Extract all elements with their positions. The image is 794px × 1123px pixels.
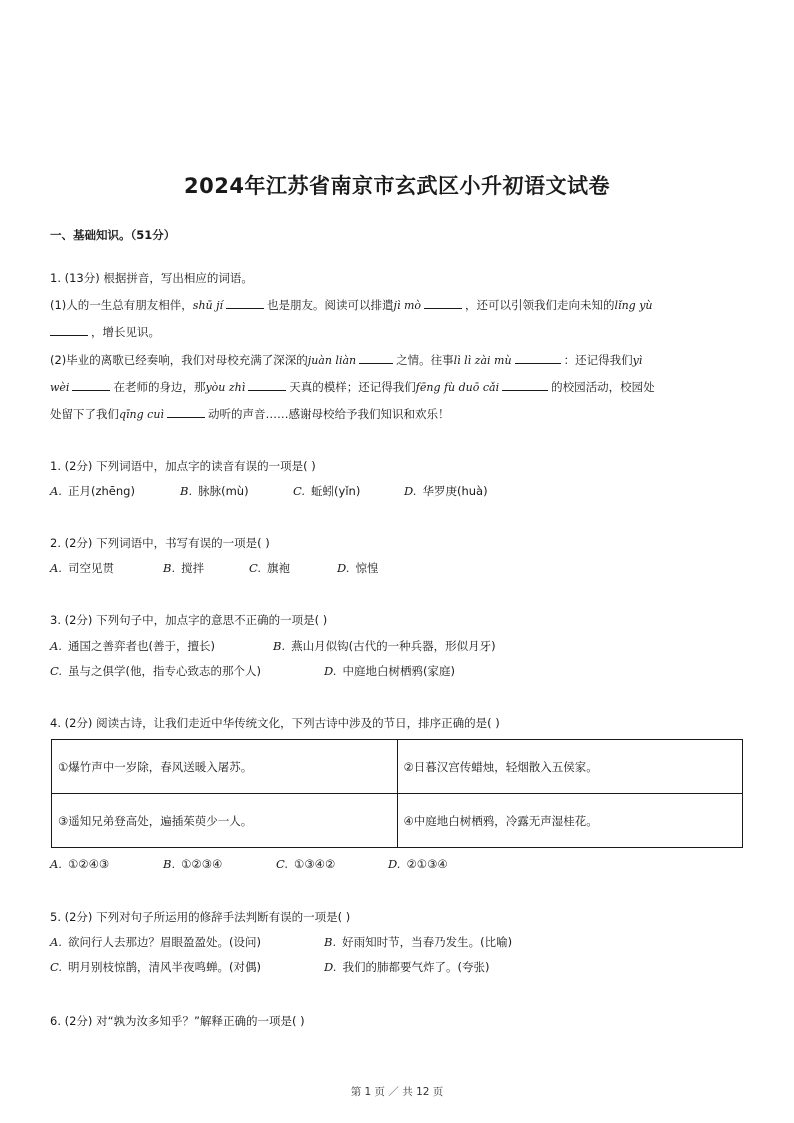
- text-span: ，增长见识。: [91, 325, 160, 339]
- answer-blank[interactable]: [248, 379, 286, 391]
- option-text: 欲问行人去那边？眉眼盈盈处。(设问): [67, 935, 261, 949]
- section-heading: 一、基础知识。（51分）: [50, 228, 176, 242]
- option-text: 蚯蚓(yǐn): [311, 484, 361, 498]
- option-letter: B.: [324, 935, 337, 949]
- option-a[interactable]: [50, 857, 109, 871]
- q1-part1-line2: [50, 324, 160, 340]
- pinyin: jì mò: [393, 299, 422, 312]
- option-text: 我们的肺都要气炸了。(夸张): [342, 960, 490, 974]
- poem-table: [51, 739, 743, 848]
- option-letter: B.: [273, 639, 286, 653]
- poem-cell: ①爆竹声中一岁除，春风送暖入屠苏。: [52, 740, 398, 794]
- option-text: 搅拌: [181, 561, 205, 575]
- answer-blank[interactable]: [72, 379, 110, 391]
- pinyin: fēng fù duō cǎi: [415, 381, 500, 394]
- answer-blank[interactable]: [167, 406, 205, 418]
- option-c[interactable]: [249, 560, 290, 576]
- text-span: ，还可以引领我们走向未知的: [465, 298, 615, 312]
- pinyin: shū jí: [192, 299, 224, 312]
- option-letter: C.: [293, 484, 306, 498]
- text-span: 在老师的身边，那: [113, 380, 206, 394]
- poem-cell: ②日暮汉宫传蜡烛，轻烟散入五侯家。: [397, 740, 743, 794]
- option-b[interactable]: [324, 934, 512, 950]
- option-text: 旗袍: [267, 561, 291, 575]
- option-a[interactable]: [50, 483, 135, 499]
- option-c[interactable]: [50, 663, 261, 679]
- option-d[interactable]: [388, 857, 448, 871]
- option-letter: A.: [50, 935, 62, 949]
- answer-blank[interactable]: [424, 297, 462, 309]
- option-text: 好雨知时节，当春乃发生。(比喻): [342, 935, 513, 949]
- text-span: ：还记得我们: [563, 353, 633, 367]
- option-c[interactable]: [293, 483, 360, 499]
- option-text: ①③④②: [294, 857, 336, 871]
- option-text: 通国之善弈者也(善于，擅长): [67, 639, 215, 653]
- option-letter: C.: [276, 857, 289, 871]
- option-letter: D.: [337, 561, 350, 575]
- pinyin: wèi: [50, 381, 70, 394]
- option-letter: A.: [50, 484, 62, 498]
- option-letter: A.: [50, 561, 62, 575]
- option-b[interactable]: [273, 638, 496, 654]
- q1-part1-line1: [50, 297, 653, 314]
- option-text: 惊惶: [355, 561, 379, 575]
- q4-header: 3. (2分) 下列句子中，加点字的意思不正确的一项是( ): [50, 613, 328, 627]
- answer-blank[interactable]: [515, 352, 561, 364]
- option-text: 明月别枝惊鹊，清风半夜鸣蝉。(对偶): [68, 960, 262, 974]
- option-letter: C.: [50, 960, 63, 974]
- pinyin: yì: [632, 354, 643, 367]
- q1-part2-line3: [50, 406, 449, 423]
- option-letter: A.: [50, 639, 62, 653]
- q1-part2-line2: [50, 379, 655, 396]
- text-span: 动听的声音……感谢母校给予我们知识和欢乐！: [207, 407, 450, 421]
- answer-blank[interactable]: [359, 352, 393, 364]
- q3-header: 2. (2分) 下列词语中，书写有误的一项是( ): [50, 536, 270, 550]
- q7-header: 6. (2分) 对“孰为汝多知乎？”解释正确的一项是( ): [50, 1014, 305, 1028]
- option-text: 脉脉(mù): [198, 484, 249, 498]
- page-footer: 第 1 页 ／ 共 12 页: [350, 1086, 444, 1098]
- answer-blank[interactable]: [502, 379, 548, 391]
- q1-header: 1. (13分) 根据拼音，写出相应的词语。: [50, 271, 253, 285]
- text-span: 也是朋友。阅读可以排遣: [267, 298, 394, 312]
- option-d[interactable]: [404, 483, 488, 499]
- option-a[interactable]: [50, 560, 114, 576]
- option-a[interactable]: [50, 934, 261, 950]
- option-c[interactable]: [276, 857, 335, 871]
- option-text: 燕山月似钩(古代的一种兵器，形似月牙): [291, 639, 496, 653]
- pinyin: qīng cuì: [119, 408, 164, 421]
- text-span: 之情。往事: [396, 353, 454, 367]
- option-d[interactable]: [337, 560, 378, 576]
- option-text: 正月(zhēng): [67, 484, 135, 498]
- option-letter: D.: [324, 664, 337, 678]
- option-text: 虽与之俱学(他，指专心致志的那个人): [68, 664, 262, 678]
- option-letter: D.: [324, 960, 337, 974]
- option-text: 司空见贯: [67, 561, 114, 575]
- pinyin: juàn liàn: [307, 354, 357, 367]
- q5-header: 4. (2分) 阅读古诗，让我们走近中华传统文化，下列古诗中涉及的节日，排序正确的是( ): [50, 716, 500, 730]
- option-c[interactable]: [50, 959, 261, 975]
- q1-part2-line1: [50, 352, 642, 369]
- option-d[interactable]: [324, 663, 455, 679]
- pinyin: lǐng yù: [614, 299, 653, 312]
- page-title: 2024年江苏省南京市玄武区小升初语文试卷: [184, 174, 610, 198]
- text-span: (2)毕业的离歌已经奏响，我们对母校充满了深深的: [50, 353, 308, 367]
- text-span: 处留下了我们: [50, 407, 119, 421]
- option-a[interactable]: [50, 638, 215, 654]
- option-letter: A.: [50, 857, 62, 871]
- answer-blank[interactable]: [226, 297, 264, 309]
- option-letter: D.: [388, 857, 401, 871]
- poem-cell: ③遥知兄弟登高处，遍插茱萸少一人。: [52, 794, 398, 848]
- option-letter: C.: [50, 664, 63, 678]
- text-span: 天真的模样；还记得我们: [289, 380, 416, 394]
- text-span: 的校园活动，校园处: [551, 380, 655, 394]
- pinyin: lì lì zài mù: [453, 354, 512, 367]
- option-text: ①②③④: [181, 857, 223, 871]
- option-b[interactable]: [163, 857, 222, 871]
- option-b[interactable]: [163, 560, 204, 576]
- option-text: 中庭地白树栖鸦(家庭): [342, 664, 455, 678]
- option-letter: B.: [163, 857, 176, 871]
- option-text: ①②④③: [67, 857, 110, 871]
- pinyin: yòu zhì: [205, 381, 246, 394]
- poem-cell: ④中庭地白树栖鸦，冷露无声湿桂花。: [397, 794, 743, 848]
- q6-header: 5. (2分) 下列对句子所运用的修辞手法判断有误的一项是( ): [50, 910, 351, 924]
- option-text: ②①③④: [406, 857, 448, 871]
- text-span: (1)人的一生总有朋友相伴，: [50, 298, 193, 312]
- option-letter: B.: [180, 484, 193, 498]
- option-letter: B.: [163, 561, 176, 575]
- answer-blank[interactable]: [50, 324, 88, 336]
- q2-header: 1. (2分) 下列词语中，加点字的读音有误的一项是( ): [50, 459, 316, 473]
- option-letter: D.: [404, 484, 417, 498]
- option-text: 华罗庚(huà): [422, 484, 488, 498]
- option-d[interactable]: [324, 959, 489, 975]
- option-b[interactable]: [180, 483, 249, 499]
- option-letter: C.: [249, 561, 262, 575]
